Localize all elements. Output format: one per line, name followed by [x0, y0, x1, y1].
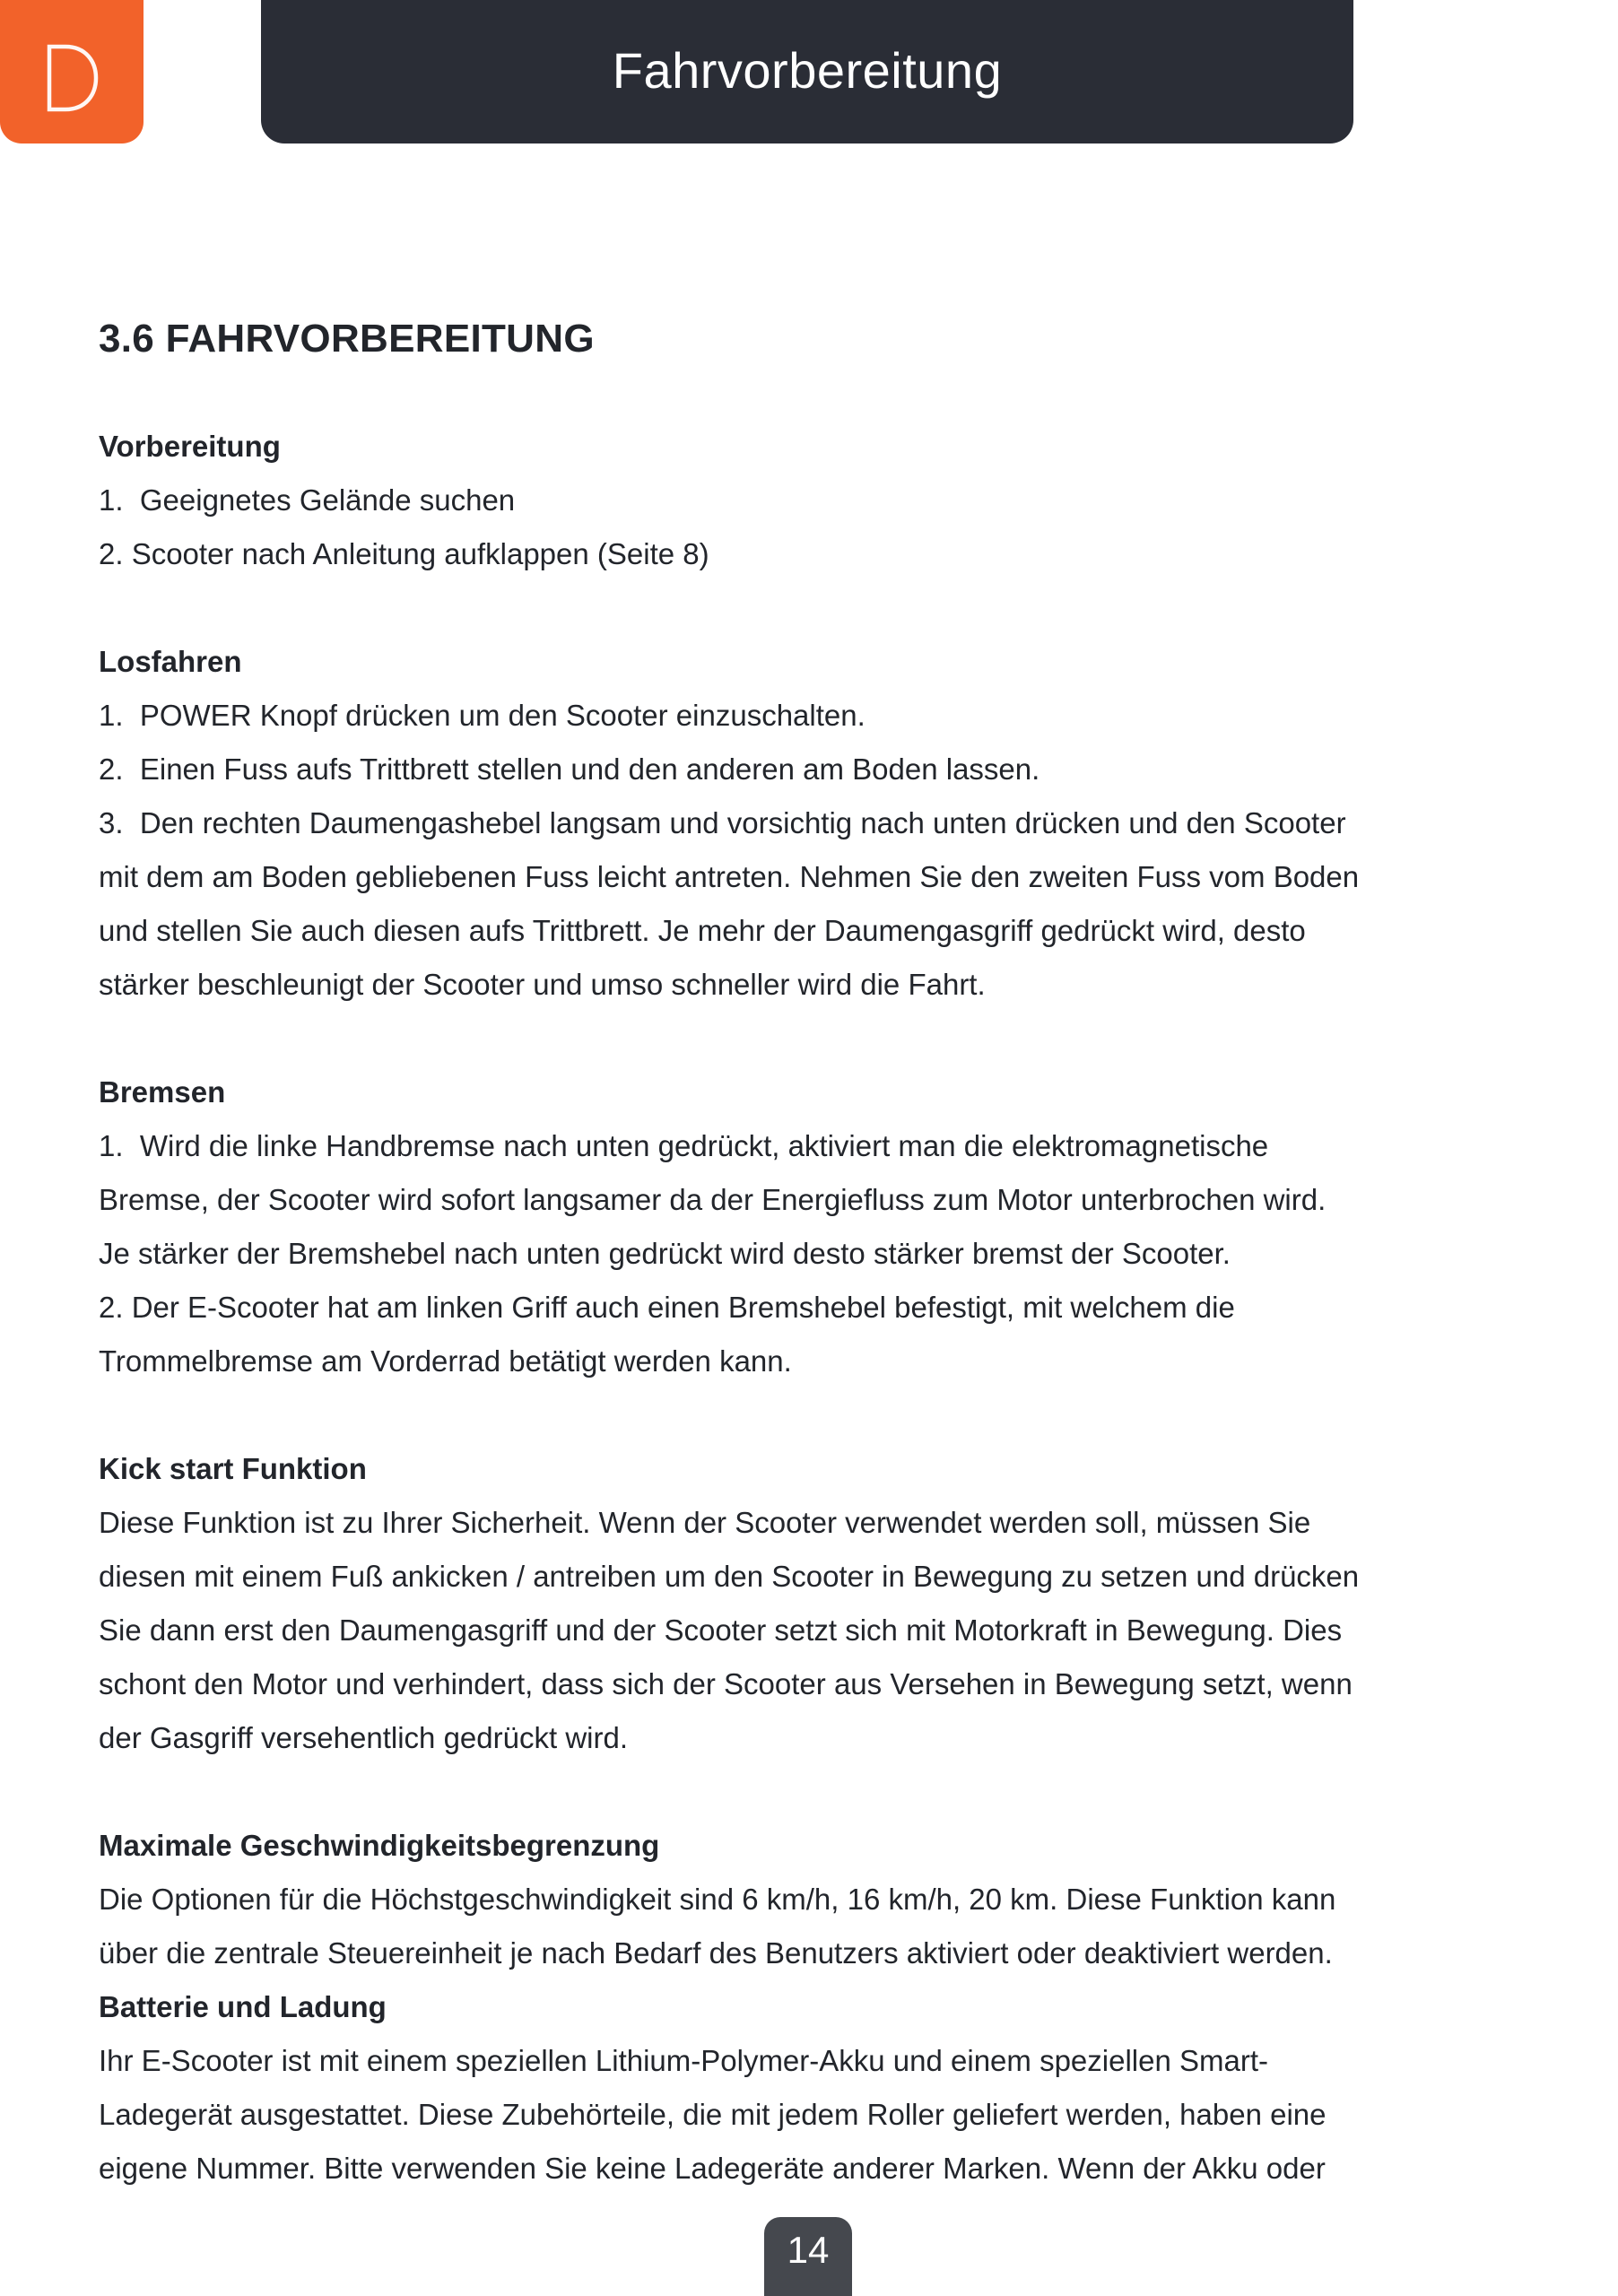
section-heading: Kick start Funktion [99, 1452, 367, 1485]
body-text-line: und stellen Sie auch diesen aufs Trittbrett. Je mehr der Daumengasgriff gedrückt wird, desto [99, 914, 1306, 947]
body-text-line: 1. Wird die linke Handbremse nach unten gedrückt, aktiviert man die elektromagnetische [99, 1129, 1269, 1162]
spacer [99, 366, 1564, 420]
body-text-line: Ihr E-Scooter ist mit einem speziellen Lithium-Polymer-Akku und einem speziellen Smart- [99, 2044, 1268, 2077]
body-text-line: eigene Nummer. Bitte verwenden Sie keine Ladegeräte anderer Marken. Wenn der Akku oder [99, 2152, 1326, 2185]
body-text-line: Je stärker der Bremshebel nach unten gedrückt wird desto stärker bremst der Scooter. [99, 1237, 1231, 1270]
body-text-line: diesen mit einem Fuß ankicken / antreiben um den Scooter in Bewegung zu setzen und drücken [99, 1560, 1360, 1593]
section-heading: Bremsen [99, 1075, 226, 1109]
body-text-line: 1. Geeignetes Gelände suchen [99, 483, 516, 517]
page-body [99, 312, 1564, 2196]
body-text-line: schont den Motor und verhindert, dass sich der Scooter aus Versehen in Bewegung setzt, wenn [99, 1667, 1353, 1700]
spacer [99, 1012, 1564, 1065]
body-text-line: der Gasgriff versehentlich gedrückt wird. [99, 1721, 628, 1754]
page-number: 14 [787, 2229, 830, 2271]
body-text-line: Die Optionen für die Höchstgeschwindigkeit sind 6 km/h, 16 km/h, 20 km. Diese Funktion kann [99, 1883, 1336, 1916]
body-text-line: Sie dann erst den Daumengasgriff und der Scooter setzt sich mit Motorkraft in Bewegung. Dies [99, 1613, 1343, 1647]
chapter-title: Fahrvorbereitung [612, 41, 1003, 99]
section-heading: Vorbereitung [99, 430, 281, 463]
chapter-header [261, 0, 1353, 144]
body-text-line: 2. Scooter nach Anleitung aufklappen (Seite 8) [99, 537, 709, 570]
body-text-line: 3. Den rechten Daumengashebel langsam und vorsichtig nach unten drücken und den Scooter [99, 806, 1346, 839]
spacer [99, 581, 1564, 635]
body-text-line: mit dem am Boden gebliebenen Fuss leicht antreten. Nehmen Sie den zweiten Fuss vom Boden [99, 860, 1360, 893]
body-text-line: 2. Einen Fuss aufs Trittbrett stellen und den anderen am Boden lassen. [99, 752, 1040, 786]
section-heading: Maximale Geschwindigkeitsbegrenzung [99, 1829, 660, 1862]
page-number-badge [764, 2217, 852, 2296]
section-heading: Batterie und Ladung [99, 1990, 387, 2023]
body-text-line: 2. Der E-Scooter hat am linken Griff auch einen Bremshebel befestigt, mit welchem die [99, 1291, 1235, 1324]
spacer [99, 1388, 1564, 1442]
body-text-line: über die zentrale Steuereinheit je nach Bedarf des Benutzers aktiviert oder deaktiviert werden. [99, 1936, 1333, 1970]
body-text-line: stärker beschleunigt der Scooter und umso schneller wird die Fahrt. [99, 968, 986, 1001]
spacer [99, 1765, 1564, 1819]
section-heading: Losfahren [99, 645, 242, 678]
section-title: 3.6 FAHRVORBEREITUNG [99, 317, 595, 361]
body-text-line: Bremse, der Scooter wird sofort langsamer da der Energiefluss zum Motor unterbrochen wird. [99, 1183, 1327, 1216]
brand-letter-d-icon [43, 43, 100, 113]
brand-logo [0, 0, 144, 144]
content-blocks [99, 420, 1564, 2196]
body-text-line: Diese Funktion ist zu Ihrer Sicherheit. Wenn der Scooter verwendet werden soll, müssen Sie [99, 1506, 1311, 1539]
body-text-line: Ladegerät ausgestattet. Diese Zubehörteile, die mit jedem Roller geliefert werden, haben eine [99, 2098, 1327, 2131]
body-text-line: 1. POWER Knopf drücken um den Scooter einzuschalten. [99, 699, 866, 732]
body-text-line: Trommelbremse am Vorderrad betätigt werden kann. [99, 1344, 792, 1378]
